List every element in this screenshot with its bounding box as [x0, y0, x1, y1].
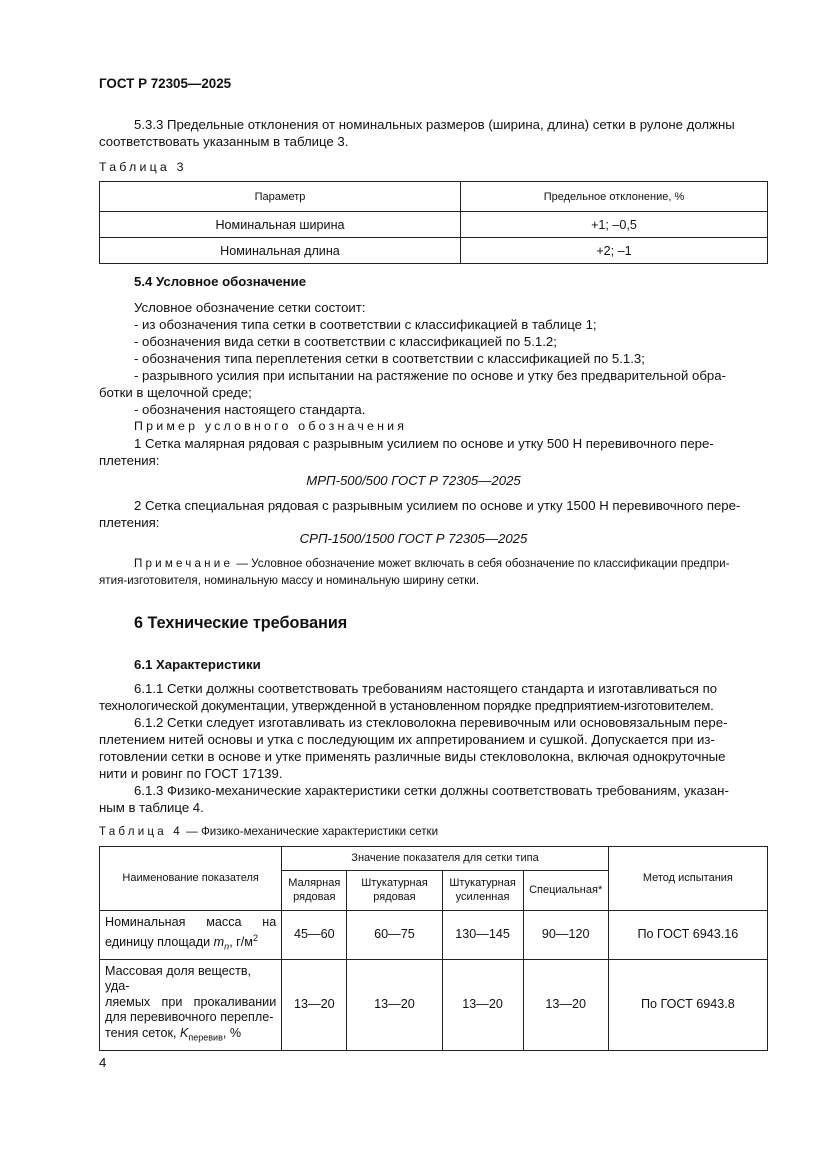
section-5-4-title: 5.4 Условное обозначение — [134, 274, 307, 289]
text-line: плетением нитей основы и утка с последующим их аппретированием и сушкой. Допускается при из- — [99, 732, 715, 747]
superscript: 2 — [252, 932, 258, 943]
cell-value: 60—75 — [347, 911, 442, 960]
table-row — [100, 911, 768, 960]
cell-deviation: +2; –1 — [461, 238, 768, 264]
header-cell-method: Метод испытания — [608, 847, 767, 911]
cell-value: 45—60 — [282, 911, 347, 960]
text-line: нити и ровинг по ГОСТ 17139. — [99, 766, 283, 781]
note-text: — Условное обозначение может включать в себя обозначение по классификации предпри- — [233, 557, 730, 570]
text-line: ным в таблице 4. — [99, 800, 204, 815]
example-title: Пример условного обозначения — [134, 419, 408, 433]
text-line — [105, 931, 276, 955]
cell-method: По ГОСТ 6943.16 — [608, 911, 767, 960]
text-line: 6.1.1 Сетки должны соответствовать требованиям настоящего стандарта и изготавливаться по — [134, 681, 718, 696]
cell-value: 90—120 — [523, 911, 608, 960]
unit: , г/м — [229, 934, 253, 949]
cell-name — [100, 911, 282, 960]
text-line — [99, 555, 767, 572]
cell-value: 130—145 — [442, 911, 523, 960]
cell-parameter: Номинальная длина — [100, 238, 461, 264]
text-line: плетения: — [99, 453, 160, 468]
text-line: ятия-изготовителя, номинальную массу и номинальную ширину сетки. — [99, 574, 480, 587]
list-item: - обозначения типа переплетения сетки в соответствии с классификацией по 5.1.3; — [134, 351, 645, 366]
table4-caption-text: — Физико-механические характеристики сетки — [182, 825, 439, 838]
text-line: Номинальная масса на — [105, 915, 277, 929]
header-text: усиленная — [455, 890, 510, 903]
text-line: Массовая доля веществ, уда- — [105, 963, 252, 994]
list-item: - обозначения вида сетки в соответствии с классификацией по 5.1.2; — [134, 334, 557, 349]
note — [99, 555, 767, 589]
clause-5-3-3 — [99, 116, 767, 150]
text-line: 6.1.2 Сетки следует изготавливать из стекловолокна перевивочным или основовязальным пере- — [134, 715, 728, 730]
list-item: ботки в щелочной среде; — [99, 385, 252, 400]
header-cell-parameter: Параметр — [100, 182, 461, 212]
header-cell-type — [282, 871, 347, 911]
header-text: Штукатурная — [449, 877, 516, 889]
table-row — [100, 212, 768, 238]
unit: , % — [222, 1025, 242, 1040]
header-cell-type — [347, 871, 442, 911]
table-row — [100, 238, 768, 264]
text-line: готовлении сетки в основе и утке применять различные виды стекловолокна, включая однокруточные — [99, 749, 726, 764]
list-item: - из обозначения типа сетки в соответствии с классификацией в таблице 1; — [134, 317, 597, 332]
cell-deviation: +1; –0,5 — [461, 212, 768, 238]
table-row — [100, 959, 768, 1050]
table-4 — [99, 846, 768, 1051]
text-line: для перевивочного перепле- — [105, 1010, 274, 1025]
header-cell-deviation: Предельное отклонение, % — [461, 182, 768, 212]
header-text: рядовая — [293, 890, 336, 903]
table-header-row — [100, 847, 768, 871]
table4-caption — [99, 825, 438, 838]
note-label: Примечание — [134, 557, 234, 570]
cell-name — [100, 959, 282, 1050]
subscript: перевив — [188, 1032, 223, 1043]
example-2-code: СРП-1500/1500 ГОСТ Р 72305—2025 — [299, 531, 528, 546]
text: единицу площади — [105, 934, 214, 949]
header-text: Малярная — [288, 877, 341, 889]
designation-list — [99, 299, 767, 469]
text-line: 6.1.3 Физико-механические характеристики сетки должны соответствовать требованиям, указан- — [134, 783, 729, 798]
text-line — [105, 1026, 276, 1046]
cell-value: 13—20 — [282, 959, 347, 1050]
table-header-row — [100, 182, 768, 212]
page-number: 4 — [99, 1055, 107, 1070]
cell-parameter: Номинальная ширина — [100, 212, 461, 238]
symbol: K — [179, 1025, 189, 1040]
symbol: m — [213, 934, 225, 949]
section-6-title: 6 Технические требования — [134, 614, 348, 632]
header-text: Штукатурная — [361, 877, 428, 889]
list-item: - разрывного усилия при испытании на растяжение по основе и утку без предварительной обра- — [134, 368, 726, 383]
section-6-1-title: 6.1 Характеристики — [134, 657, 261, 672]
header-cell-name: Наименование показателя — [100, 847, 282, 911]
text-line: соответствовать указанным в таблице 3. — [99, 134, 349, 149]
cell-value: 13—20 — [442, 959, 523, 1050]
text-line: ляемых при прокаливании — [105, 994, 277, 1009]
text-line: плетения: — [99, 515, 160, 530]
header-cell-type: Специальная* — [523, 871, 608, 911]
subscript: n — [224, 941, 230, 952]
document-header: ГОСТ Р 72305—2025 — [99, 76, 232, 91]
cell-method: По ГОСТ 6943.8 — [608, 959, 767, 1050]
text-line: 5.3.3 Предельные отклонения от номинальных размеров (ширина, длина) сетки в рулоне должны — [134, 117, 735, 132]
text: тения сеток, — [105, 1025, 180, 1040]
section-6-1-text — [99, 680, 767, 816]
text-line: Условное обозначение сетки состоит: — [134, 300, 366, 315]
table4-caption-label: Таблица 4 — [99, 825, 183, 838]
header-text: рядовая — [373, 890, 416, 903]
example-2 — [99, 497, 767, 531]
cell-value: 13—20 — [523, 959, 608, 1050]
header-cell-group: Значение показателя для сетки типа — [282, 847, 608, 871]
list-item: - обозначения настоящего стандарта. — [134, 402, 366, 417]
table3-caption: Таблица 3 — [99, 160, 187, 174]
example-1-code: МРП-500/500 ГОСТ Р 72305—2025 — [306, 473, 521, 488]
text-line: 2 Сетка специальная рядовая с разрывным усилием по основе и утку 1500 Н перевивочного пере- — [134, 498, 741, 513]
header-cell-type — [442, 871, 523, 911]
text-line: технологической документации, утвержденной в установленном порядке предприятием-изготовителем. — [99, 698, 714, 713]
cell-value: 13—20 — [347, 959, 442, 1050]
table-3 — [99, 181, 768, 264]
text-line: 1 Сетка малярная рядовая с разрывным усилием по основе и утку 500 Н перевивочного пере- — [134, 436, 714, 451]
